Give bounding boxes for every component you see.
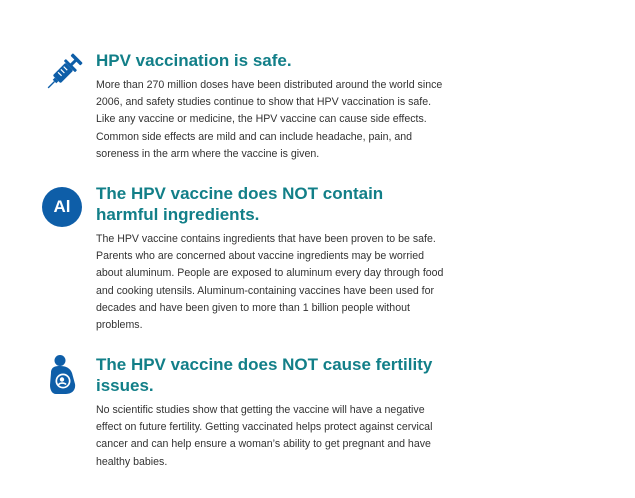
section-body: The HPV vaccine contains ingredients that have been proven to be safe. Parents who are concerned about vaccine ingredients may be worried about aluminum. People are exposed to aluminum every day through food and cooking utensils. Aluminum-containing vaccines have been used for decades and have been given to more than 1 billion people without problems. bbox=[96, 233, 444, 332]
section-heading: The HPV vaccine does NOT contain harmful ingredients. bbox=[96, 184, 384, 224]
section-body: More than 270 million doses have been distributed around the world since 2006, and safety studies continue to show that HPV vaccination is safe. Like any vaccine or medicine, the HPV vaccine can cause side effects. Common side effects are mild and can include headache, pain, and soreness in the arm where the vaccine is given. bbox=[96, 79, 443, 160]
section-content bbox=[96, 183, 446, 334]
section-body: No scientific studies show that getting the vaccine will have a negative effect on future fertility. Getting vaccinated helps protect against cervical cancer and can help ensure a woman’s ability to get pregnant and have healthy babies. bbox=[96, 404, 433, 468]
section-heading: The HPV vaccine does NOT cause fertility issues. bbox=[96, 355, 433, 395]
aluminum-icon-label: Al bbox=[42, 187, 82, 227]
section-heading: HPV vaccination is safe. bbox=[96, 51, 292, 70]
mother-baby-icon bbox=[42, 354, 84, 396]
aluminum-icon bbox=[42, 187, 84, 229]
syringe-icon bbox=[42, 52, 84, 94]
section-content bbox=[96, 354, 446, 471]
section-content bbox=[96, 50, 446, 163]
